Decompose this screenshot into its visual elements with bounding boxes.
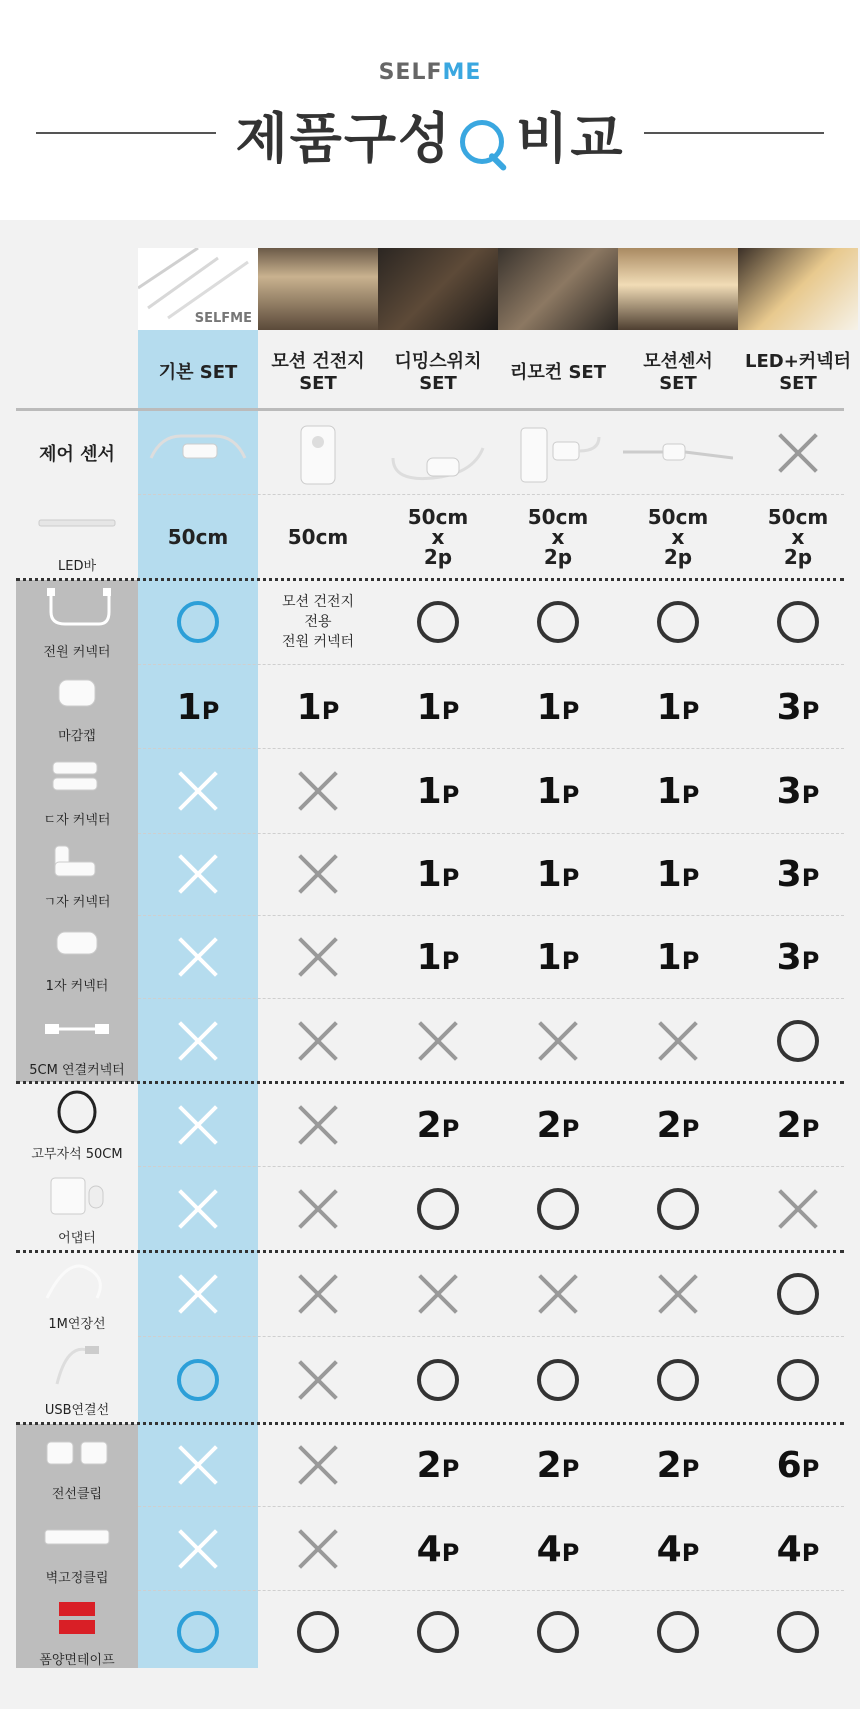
- quantity-value: 2P: [536, 1104, 580, 1146]
- circle-icon: [177, 1359, 219, 1401]
- quantity-value: 4P: [776, 1528, 820, 1570]
- comparison-cell: [378, 1084, 498, 1166]
- circle-icon: [177, 1611, 219, 1653]
- row-label: 고무자석 50CM: [31, 1147, 123, 1162]
- cross-icon: [296, 1103, 340, 1147]
- control-sensor-image: [498, 412, 618, 494]
- comparison-cell: [618, 1424, 738, 1506]
- comparison-cell: [258, 496, 378, 578]
- column-header: 리모컨 SET: [510, 362, 606, 383]
- cell-text: 50cm x 2p: [647, 505, 709, 569]
- comparison-cell: [498, 1508, 618, 1590]
- row-label-cell: [16, 1252, 138, 1336]
- comparison-cell: [738, 750, 858, 832]
- cross-icon: [296, 1272, 340, 1316]
- page-header: [0, 0, 860, 220]
- quantity-value: 2P: [656, 1104, 700, 1146]
- included-mark: [498, 1592, 618, 1672]
- not-included-mark: [138, 1252, 258, 1336]
- quantity-value: 1P: [176, 686, 220, 728]
- cross-icon: [656, 1019, 700, 1063]
- row-divider: [138, 664, 844, 665]
- circle-icon: [417, 601, 459, 643]
- comparison-cell: [738, 1084, 858, 1166]
- circle-icon: [657, 1188, 699, 1230]
- row-label-cell: [16, 1338, 138, 1422]
- quantity-value: 6P: [776, 1444, 820, 1486]
- row-label-cell: [16, 1592, 138, 1672]
- included-mark: [618, 1592, 738, 1672]
- quantity-value: 3P: [776, 936, 820, 978]
- quantity-value: 2P: [416, 1104, 460, 1146]
- product-image-motion-battery: [258, 248, 378, 330]
- cross-icon: [296, 852, 340, 896]
- column-header: LED+커넥터 SET: [745, 351, 851, 394]
- not-included-mark: [258, 834, 378, 914]
- row-divider: [138, 494, 844, 495]
- cross-icon: [296, 1527, 340, 1571]
- circle-icon: [177, 601, 219, 643]
- circle-icon: [537, 1359, 579, 1401]
- quantity-value: 2P: [416, 1444, 460, 1486]
- row-label-cell: [16, 412, 138, 494]
- cross-icon: [176, 852, 220, 896]
- magnifier-icon: [458, 116, 510, 168]
- quantity-value: 1P: [536, 686, 580, 728]
- not-included-mark: [258, 1252, 378, 1336]
- l-connector-icon: [37, 840, 117, 884]
- cross-icon: [536, 1272, 580, 1316]
- product-image-basic: [138, 248, 258, 330]
- switch-cable-icon: [143, 418, 253, 488]
- row-label-cell: [16, 916, 138, 998]
- row-label: 5CM 연결커넥터: [29, 1063, 125, 1078]
- row-label: ㄷ자 커넥터: [43, 813, 111, 828]
- not-included-mark: [498, 1252, 618, 1336]
- not-included-mark: [258, 1424, 378, 1506]
- circle-icon: [417, 1359, 459, 1401]
- row-label-cell: [16, 1000, 138, 1082]
- product-image-motion-sensor: [618, 248, 738, 330]
- cross-icon: [176, 769, 220, 813]
- row-label-cell: [16, 666, 138, 748]
- product-image-dimming: [378, 248, 498, 330]
- not-included-mark: [138, 834, 258, 914]
- not-included-mark: [138, 1508, 258, 1590]
- product-image-led-connector: [738, 248, 858, 330]
- included-mark: [498, 1168, 618, 1250]
- not-included-mark: [138, 1000, 258, 1082]
- row-label-cell: [16, 496, 138, 578]
- comparison-cell: [498, 1084, 618, 1166]
- row-label-cell: [16, 1168, 138, 1250]
- comparison-cell: [618, 750, 738, 832]
- usb-cable-icon: [37, 1344, 117, 1388]
- quantity-value: 1P: [656, 770, 700, 812]
- row-label: 벽고정클립: [45, 1571, 109, 1586]
- not-included-mark: [258, 1084, 378, 1166]
- not-included-mark: [138, 1424, 258, 1506]
- dimmer-switch-icon: [383, 418, 493, 488]
- quantity-value: 3P: [776, 770, 820, 812]
- page-title: 제품구성 비교: [0, 96, 860, 173]
- included-mark: [738, 1592, 858, 1672]
- title-row: [0, 96, 860, 170]
- quantity-value: 1P: [416, 853, 460, 895]
- row-label-cell: [16, 580, 138, 664]
- led-bar-icon: [37, 502, 117, 546]
- comparison-cell: [498, 1424, 618, 1506]
- not-included-mark: [618, 1252, 738, 1336]
- circle-icon: [417, 1611, 459, 1653]
- not-included-mark: [258, 1000, 378, 1082]
- not-included-mark: [378, 1252, 498, 1336]
- row-label: 폼양면테이프: [39, 1653, 115, 1668]
- comparison-cell: [378, 666, 498, 748]
- cross-icon: [176, 1272, 220, 1316]
- circle-icon: [777, 601, 819, 643]
- included-mark: [498, 1338, 618, 1422]
- row-label: 전원 커넥터: [43, 645, 111, 660]
- included-mark: [738, 580, 858, 664]
- end-cap-icon: [37, 672, 117, 716]
- not-included-mark: [138, 916, 258, 998]
- comparison-cell: [618, 834, 738, 914]
- comparison-cell: [618, 496, 738, 578]
- row-divider: [138, 748, 844, 749]
- quantity-value: 4P: [536, 1528, 580, 1570]
- quantity-value: 1P: [536, 853, 580, 895]
- circle-icon: [537, 1188, 579, 1230]
- included-mark: [138, 1592, 258, 1672]
- row-divider: [138, 998, 844, 999]
- included-mark: [378, 1592, 498, 1672]
- included-mark: [738, 1000, 858, 1082]
- remote-control-icon: [503, 418, 613, 488]
- circle-icon: [657, 601, 699, 643]
- comparison-cell: [378, 1424, 498, 1506]
- quantity-value: 1P: [656, 853, 700, 895]
- 5cm-connector-icon: [37, 1006, 117, 1050]
- comparison-cell: [138, 496, 258, 578]
- row-divider: [138, 1590, 844, 1591]
- quantity-value: 1P: [296, 686, 340, 728]
- comparison-cell: [138, 666, 258, 748]
- comparison-cell: [738, 916, 858, 998]
- row-label-cell: [16, 1508, 138, 1590]
- cell-text: 50cm x 2p: [407, 505, 469, 569]
- not-included-mark: [138, 750, 258, 832]
- included-mark: [738, 1338, 858, 1422]
- comparison-cell: [378, 1508, 498, 1590]
- row-label-cell: [16, 750, 138, 832]
- row-label-cell: [16, 1424, 138, 1506]
- cross-icon: [176, 1103, 220, 1147]
- cross-icon: [296, 769, 340, 813]
- power-connector-icon: [37, 586, 117, 630]
- comparison-cell: [258, 580, 378, 664]
- cross-icon: [176, 935, 220, 979]
- row-label: ㄱ자 커넥터: [43, 895, 111, 910]
- wire-clip-icon: [37, 1430, 117, 1474]
- not-included-mark: [258, 916, 378, 998]
- included-mark: [138, 1338, 258, 1422]
- comparison-cell: [378, 750, 498, 832]
- row-label: 제어 센서: [39, 444, 115, 465]
- comparison-cell: [498, 750, 618, 832]
- quantity-value: 1P: [416, 936, 460, 978]
- quantity-value: 1P: [536, 936, 580, 978]
- included-mark: [258, 1592, 378, 1672]
- circle-icon: [537, 601, 579, 643]
- cross-icon: [296, 935, 340, 979]
- adapter-icon: [37, 1174, 117, 1218]
- not-included-mark: [258, 750, 378, 832]
- cross-icon: [776, 1187, 820, 1231]
- cross-icon: [296, 1358, 340, 1402]
- row-label-cell: [16, 834, 138, 914]
- thumb-brand: SELFME: [194, 311, 252, 326]
- row-label: USB연결선: [44, 1403, 110, 1418]
- circle-icon: [417, 1188, 459, 1230]
- included-mark: [378, 580, 498, 664]
- row-divider: [138, 1336, 844, 1337]
- comparison-cell: [738, 666, 858, 748]
- circle-icon: [297, 1611, 339, 1653]
- quantity-value: 1P: [416, 686, 460, 728]
- row-label: 어댑터: [58, 1231, 96, 1246]
- row-divider: [138, 1506, 844, 1507]
- cross-icon: [296, 1443, 340, 1487]
- row-divider: [138, 1166, 844, 1167]
- comparison-cell: [498, 666, 618, 748]
- foam-tape-icon: [37, 1598, 117, 1642]
- cross-icon: [296, 1019, 340, 1063]
- column-header: 기본 SET: [158, 362, 238, 383]
- quantity-value: 1P: [656, 686, 700, 728]
- included-mark: [618, 1338, 738, 1422]
- included-mark: [498, 580, 618, 664]
- circle-icon: [657, 1359, 699, 1401]
- cell-text: 50cm: [287, 525, 349, 549]
- quantity-value: 1P: [416, 770, 460, 812]
- u-connector-icon: [37, 756, 117, 800]
- circle-icon: [777, 1611, 819, 1653]
- cross-icon: [656, 1272, 700, 1316]
- cross-icon: [296, 1187, 340, 1231]
- not-included-mark: [738, 412, 858, 494]
- column-header: 모션 건전지 SET: [271, 351, 365, 394]
- included-mark: [618, 580, 738, 664]
- quantity-value: 2P: [656, 1444, 700, 1486]
- not-included-mark: [498, 1000, 618, 1082]
- comparison-cell: [378, 916, 498, 998]
- included-mark: [378, 1338, 498, 1422]
- circle-icon: [657, 1611, 699, 1653]
- row-label: 마감캡: [58, 729, 96, 744]
- cross-icon: [536, 1019, 580, 1063]
- column-header: 모션센서 SET: [643, 351, 713, 394]
- control-sensor-image: [378, 412, 498, 494]
- comparison-cell: [378, 834, 498, 914]
- row-label-cell: [16, 1084, 138, 1166]
- comparison-cell: [498, 496, 618, 578]
- row-label: LED바: [57, 559, 97, 574]
- quantity-value: 2P: [536, 1444, 580, 1486]
- not-included-mark: [738, 1168, 858, 1250]
- row-label: 1자 커넥터: [45, 979, 109, 994]
- motion-sensor-icon: [623, 418, 733, 488]
- not-included-mark: [138, 1084, 258, 1166]
- included-mark: [378, 1168, 498, 1250]
- cell-text: 50cm: [167, 525, 229, 549]
- circle-icon: [777, 1020, 819, 1062]
- cross-icon: [176, 1187, 220, 1231]
- quantity-value: 4P: [656, 1528, 700, 1570]
- quantity-value: 4P: [416, 1528, 460, 1570]
- header-divider: [16, 408, 844, 411]
- brand-logo: SELFME: [378, 60, 482, 85]
- quantity-value: 2P: [776, 1104, 820, 1146]
- straight-connector-icon: [37, 922, 117, 966]
- rubber-magnet-icon: [37, 1090, 117, 1134]
- quantity-value: 3P: [776, 686, 820, 728]
- comparison-cell: [498, 916, 618, 998]
- comparison-cell: [618, 916, 738, 998]
- included-mark: [618, 1168, 738, 1250]
- cell-text: 50cm x 2p: [767, 505, 829, 569]
- comparison-cell: [618, 666, 738, 748]
- control-sensor-image: [258, 412, 378, 494]
- comparison-cell: [498, 834, 618, 914]
- comparison-cell: [738, 1424, 858, 1506]
- cross-icon: [176, 1443, 220, 1487]
- cross-icon: [416, 1272, 460, 1316]
- comparison-cell: [738, 496, 858, 578]
- circle-icon: [537, 1611, 579, 1653]
- circle-icon: [777, 1359, 819, 1401]
- included-mark: [138, 580, 258, 664]
- wall-clip-icon: [37, 1514, 117, 1558]
- cross-icon: [176, 1019, 220, 1063]
- quantity-value: 3P: [776, 853, 820, 895]
- included-mark: [738, 1252, 858, 1336]
- product-image-remote: [498, 248, 618, 330]
- control-sensor-image: [138, 412, 258, 494]
- not-included-mark: [258, 1168, 378, 1250]
- comparison-cell: [258, 666, 378, 748]
- not-included-mark: [138, 1168, 258, 1250]
- comparison-cell: [738, 1508, 858, 1590]
- cross-icon: [176, 1527, 220, 1571]
- not-included-mark: [618, 1000, 738, 1082]
- cell-text: 50cm x 2p: [527, 505, 589, 569]
- row-label: 전선클립: [51, 1487, 103, 1502]
- comparison-cell: [618, 1084, 738, 1166]
- circle-icon: [777, 1273, 819, 1315]
- comparison-cell: [618, 1508, 738, 1590]
- not-included-mark: [378, 1000, 498, 1082]
- cross-icon: [776, 431, 820, 475]
- battery-motion-sensor-icon: [263, 418, 373, 488]
- comparison-cell: [738, 834, 858, 914]
- not-included-mark: [258, 1508, 378, 1590]
- cell-text: 모션 건전지 전용 전원 커넥터: [281, 594, 355, 650]
- control-sensor-image: [618, 412, 738, 494]
- column-header: 디밍스위치 SET: [394, 351, 482, 394]
- cross-icon: [416, 1019, 460, 1063]
- comparison-cell: [378, 496, 498, 578]
- quantity-value: 1P: [656, 936, 700, 978]
- not-included-mark: [258, 1338, 378, 1422]
- quantity-value: 1P: [536, 770, 580, 812]
- extension-cable-icon: [37, 1258, 117, 1302]
- row-label: 1M연장선: [48, 1317, 106, 1332]
